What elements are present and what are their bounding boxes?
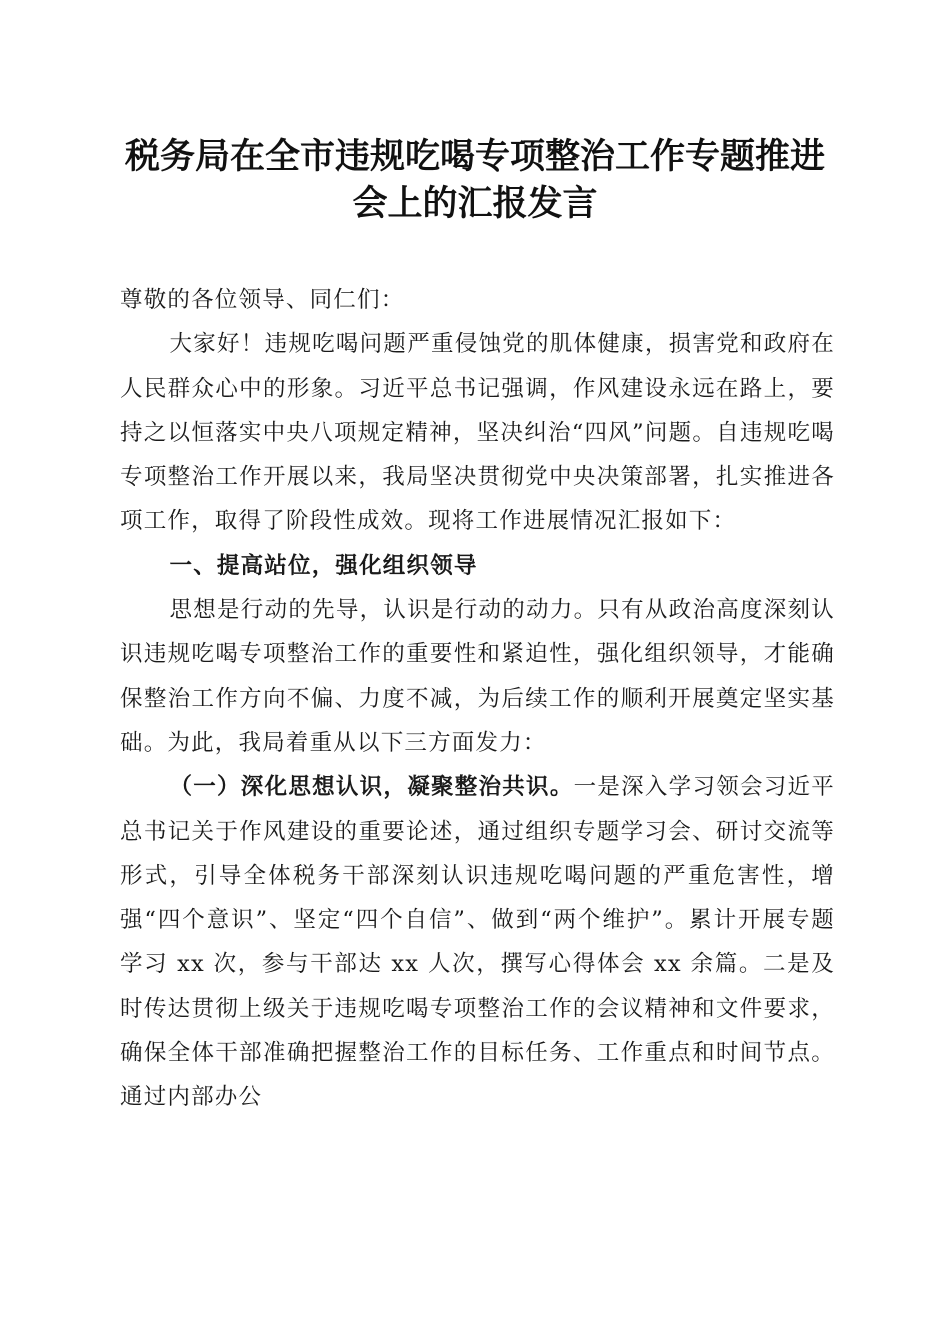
- document-title: [60, 133, 890, 227]
- document-body: [120, 278, 835, 1120]
- subsection-1-paragraph: [120, 765, 835, 1119]
- title-line-1: 税务局在全市违规吃喝专项整治工作专题推进: [124, 136, 825, 177]
- title-line-2: 会上的汇报发言: [352, 183, 598, 224]
- section-1-intro-paragraph: 思想是行动的先导，认识是行动的动力。只有从政治高度深刻认识违规吃喝专项整治工作的重要性和紧迫性，强化组织领导，才能确保整治工作方向不偏、力度不减，为后续工作的顺利开展奠定坚实基础。为此，我局着重从以下三方面发力：: [120, 597, 835, 756]
- subsection-1-text: 一是深入学习领会习近平总书记关于作风建设的重要论述，通过组织专题学习会、研讨交流等形式，引导全体税务干部深刻认识违规吃喝问题的严重危害性，增强“四个意识”、坚定“四个自信”、做到“两个维护”。累计开展专题学习 xx 次，参与干部达 xx 人次，撰写心得体会 xx 余篇。二是及时传达贯彻上级关于违规吃喝专项整治工作的会议精神和文件要求，确保全体干部准确把握整治工作的目标任务、工作重点和时间节点。通过内部办公: [120, 774, 835, 1111]
- subsection-1-heading: （一）深化思想认识，凝聚整治共识。: [169, 774, 574, 801]
- intro-paragraph: 大家好！违规吃喝问题严重侵蚀党的肌体健康，损害党和政府在人民群众心中的形象。习近平总书记强调，作风建设永远在路上，要持之以恒落实中央八项规定精神，坚决纠治“四风”问题。自违规吃喝专项整治工作开展以来，我局坚决贯彻党中央决策部署，扎实推进各项工作，取得了阶段性成效。现将工作进展情况汇报如下：: [120, 331, 835, 535]
- section-1-heading: 一、提高站位，强化组织领导: [169, 552, 478, 579]
- salutation: 尊敬的各位领导、同仁们：: [120, 287, 405, 313]
